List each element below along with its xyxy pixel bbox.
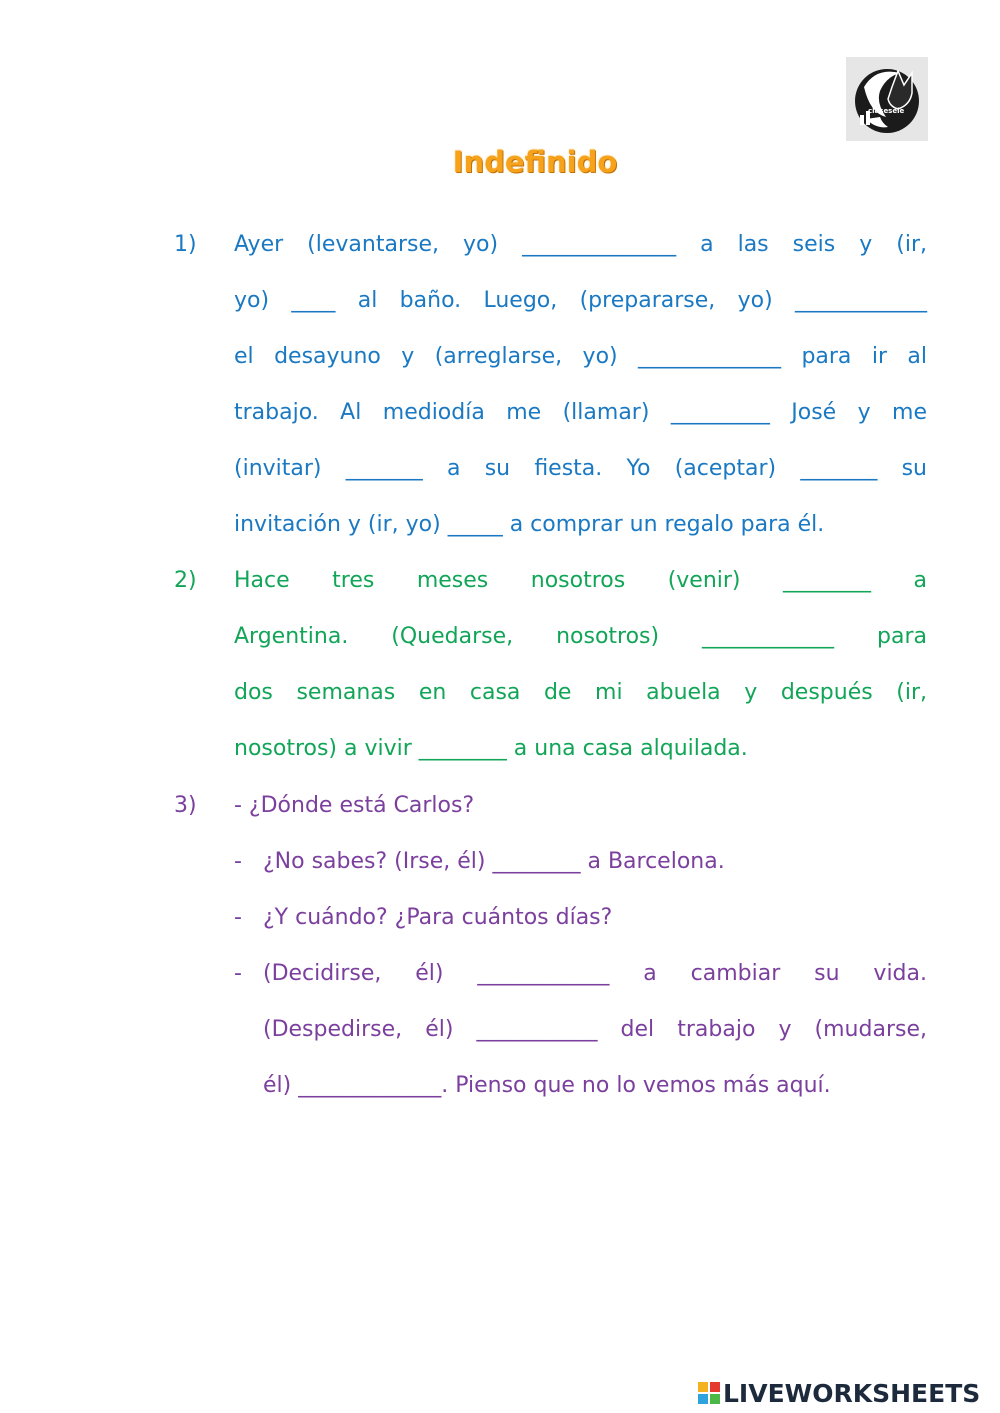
exercise-3-number: 3)	[174, 793, 197, 818]
clasesele-logo	[846, 57, 928, 141]
exercise-2-line: dos semanas en casa de mi abuela y después (ir,	[234, 680, 927, 705]
dialogue-line: ¿No sabes? (Irse, él) ________ a Barcelona.	[263, 849, 725, 874]
dialogue-dash: -	[234, 905, 242, 930]
exercise-1-line: el desayuno y (arreglarse, yo) _____________ para ir al	[234, 344, 927, 369]
exercise-1-line: trabajo. Al mediodía me (llamar) _________ José y me	[234, 400, 927, 425]
exercise-1-line: invitación y (ir, yo) _____ a comprar un regalo para él.	[234, 512, 825, 537]
page-title: Indefinido	[452, 145, 618, 179]
exercise-2-number: 2)	[174, 568, 197, 593]
logo-text: clasesele	[868, 107, 905, 115]
liveworksheets-brand	[698, 1378, 980, 1408]
dialogue-dash: -	[234, 849, 242, 874]
brand-text: LIVEWORKSHEETS	[723, 1378, 981, 1408]
dialogue-paragraph	[263, 946, 927, 1114]
fox-logo-icon	[846, 57, 928, 141]
exercise-1-line: (invitar) _______ a su fiesta. Yo (aceptar) _______ su	[234, 456, 927, 481]
exercise-2-line: Hace tres meses nosotros (venir) ________ a	[234, 568, 927, 593]
exercise-1-line: yo) ____ al baño. Luego, (prepararse, yo) ____________	[234, 288, 927, 313]
exercise-1-text	[234, 217, 927, 553]
dialogue-line: él) _____________. Pienso que no lo vemos más aquí.	[263, 1073, 831, 1098]
dialogue-line: (Despedirse, él) ___________ del trabajo y (mudarse,	[263, 1017, 927, 1042]
exercise-2-line: Argentina. (Quedarse, nosotros) ____________ para	[234, 624, 927, 649]
exercise-3-question: - ¿Dónde está Carlos?	[234, 793, 475, 818]
exercise-1-line: Ayer (levantarse, yo) ______________ a las seis y (ir,	[234, 232, 927, 257]
exercise-1-number: 1)	[174, 232, 197, 257]
dialogue-line: ¿Y cuándo? ¿Para cuántos días?	[263, 905, 613, 930]
exercise-2-line: nosotros) a vivir ________ a una casa alquilada.	[234, 736, 748, 761]
liveworksheets-logo-icon	[698, 1382, 720, 1404]
exercise-2-text	[234, 553, 927, 777]
dialogue-line: (Decidirse, él) ____________ a cambiar su vida.	[263, 961, 927, 986]
dialogue-dash: -	[234, 961, 242, 986]
